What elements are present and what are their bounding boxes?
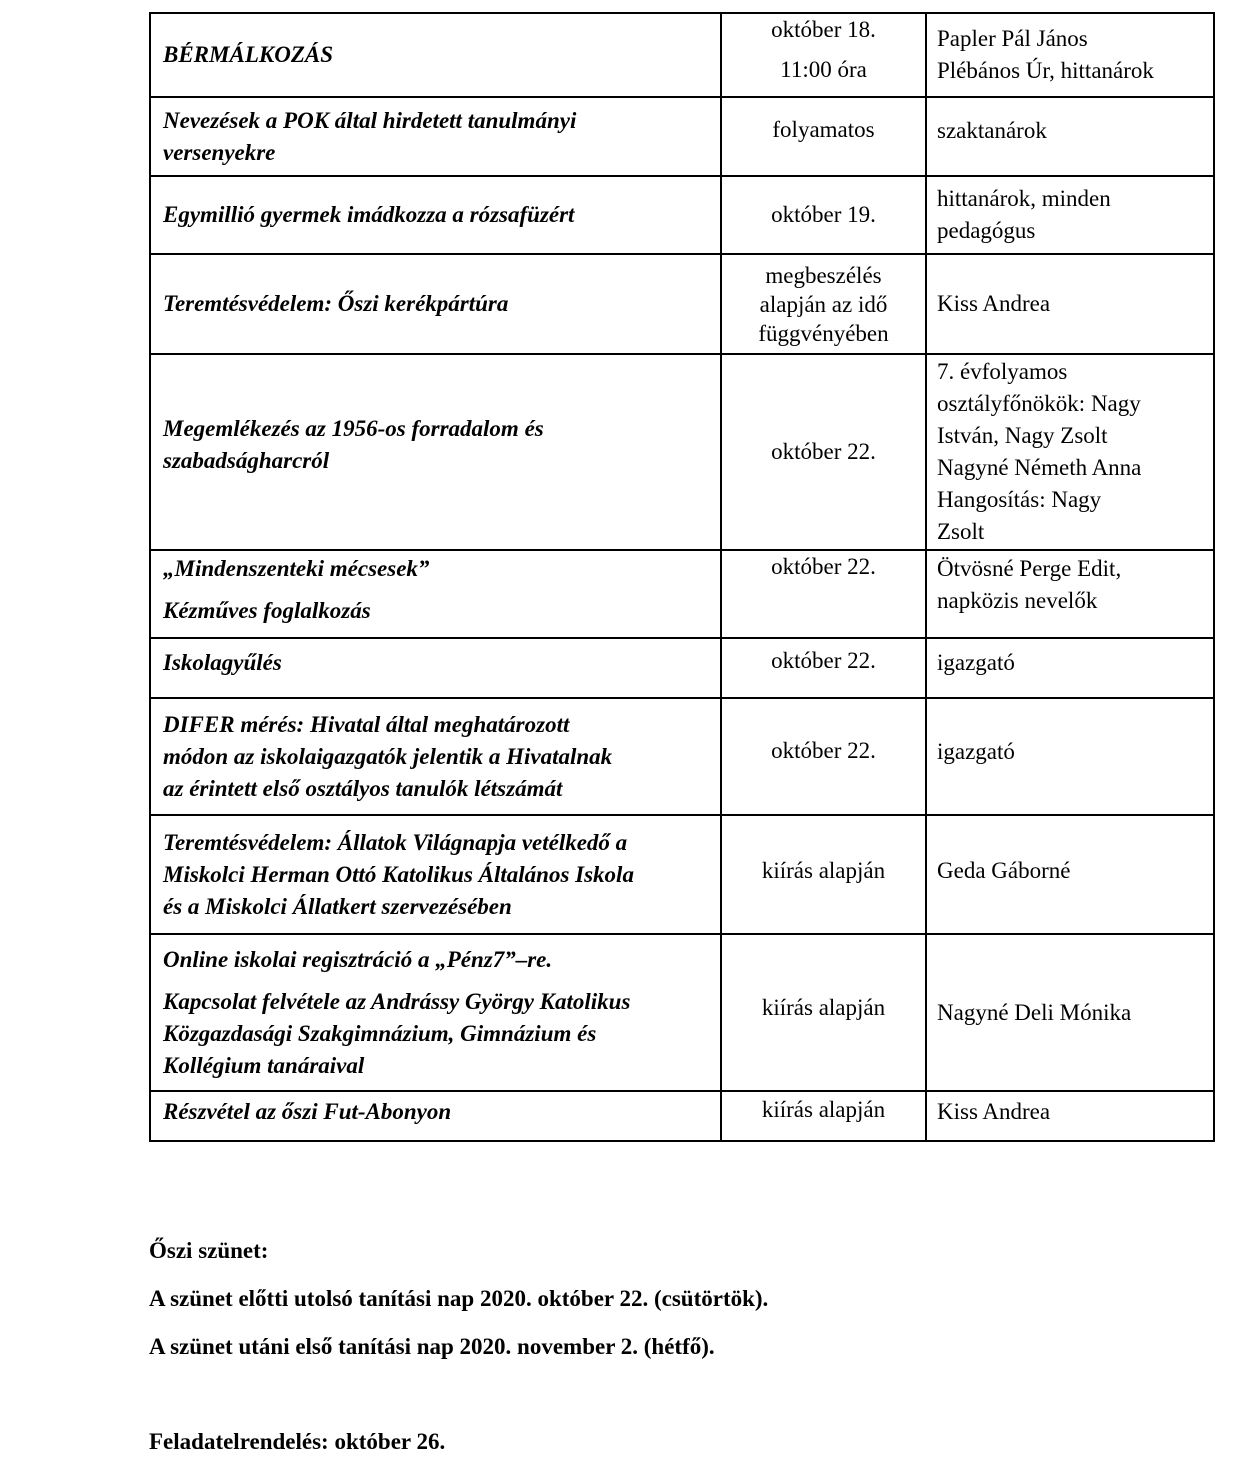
responsible-cell [926,550,1214,638]
first-school-day-note: A szünet utáni első tanítási nap 2020. november 2. (hétfő). [149,1334,715,1359]
table-row [150,1091,1214,1141]
responsible-text: hittanárok, minden [937,186,1111,211]
table-row [150,97,1214,176]
table-row [150,815,1214,934]
responsible-text: Papler Pál János [937,26,1088,51]
date-text: október 18. [771,17,876,42]
responsible-cell [926,698,1214,815]
responsible-text: Zsolt [937,519,985,544]
schedule-table-wrapper [149,12,1154,1142]
event-text: Nevezések a POK által hirdetett tanulmányi [163,107,577,133]
date-text: kiírás alapján [761,1097,886,1122]
date-cell [721,13,926,97]
autumn-break-title: Őszi szünet: [149,1238,269,1263]
event-text: Kapcsolat felvétele az Andrássy György Katolikus [163,988,631,1014]
table-row [150,698,1214,815]
event-cell [150,638,721,698]
date-cell [721,97,926,176]
table-row [150,638,1214,698]
date-text: folyamatos [772,116,875,142]
responsible-text: szaktanárok [937,117,1047,143]
event-cell [150,815,721,934]
event-text: BÉRMÁLKOZÁS [163,42,333,67]
date-text: kiírás alapján [761,857,886,883]
assignment-note: Feladatelrendelés: október 26. [149,1429,446,1454]
table-row [150,254,1214,354]
event-text: módon az iskolaigazgatók jelentik a Hivatalnak [163,743,613,769]
date-text: október 22. [771,648,876,673]
event-text: Közgazdasági Szakgimnázium, Gimnázium és [163,1020,597,1046]
responsible-text: Hangosítás: Nagy [937,487,1102,512]
event-cell [150,698,721,815]
responsible-text: Kiss Andrea [937,291,1051,316]
event-text: versenyekre [163,139,276,165]
responsible-cell [926,354,1214,550]
date-text: függvényében [758,320,889,346]
table-row [150,550,1214,638]
responsible-text: igazgató [937,738,1015,764]
event-text: Egymillió gyermek imádkozza a rózsafüzért [163,202,575,227]
responsible-text: Nagyné Deli Mónika [937,999,1132,1025]
responsible-text: osztályfőnökök: Nagy [937,391,1141,416]
date-text: megbeszélés [765,262,882,288]
date-cell [721,638,926,698]
event-text: Iskolagyűlés [163,650,282,675]
event-text: szabadságharcról [163,448,330,473]
event-cell [150,97,721,176]
responsible-cell [926,97,1214,176]
table-row [150,934,1214,1091]
date-cell [721,550,926,638]
event-cell [150,354,721,550]
date-text: október 22. [771,554,876,579]
responsible-cell [926,815,1214,934]
event-cell [150,1091,721,1141]
date-cell [721,698,926,815]
responsible-text: pedagógus [937,218,1036,243]
event-cell [150,254,721,354]
event-text: Kézműves foglalkozás [163,598,371,623]
event-text: Kollégium tanáraival [163,1052,365,1078]
responsible-text: Plébános Úr, hittanárok [937,58,1154,83]
responsible-text: napközis nevelők [937,588,1098,613]
responsible-cell [926,934,1214,1091]
table-row [150,176,1214,254]
date-text: 11:00 óra [780,57,867,82]
table-row [150,13,1214,97]
responsible-text: 7. évfolyamos [937,359,1068,384]
responsible-cell [926,254,1214,354]
responsible-text: Ötvösné Perge Edit, [937,556,1122,581]
date-text: október 22. [771,439,876,464]
event-text: Online iskolai regisztráció a „Pénz7”–re. [163,946,553,972]
date-cell [721,176,926,254]
date-text: október 19. [771,202,876,227]
event-text: Megemlékezés az 1956-os forradalom és [163,416,544,441]
responsible-text: Kiss Andrea [937,1099,1051,1124]
responsible-cell [926,176,1214,254]
event-cell [150,13,721,97]
responsible-cell [926,1091,1214,1141]
event-text: Miskolci Herman Ottó Katolikus Általános Iskola [163,861,634,887]
schedule-table [149,12,1215,1142]
responsible-text: Geda Gáborné [937,857,1071,883]
date-text: kiírás alapján [761,994,886,1020]
event-text: és a Miskolci Állatkert szervezésében [163,893,512,919]
event-cell [150,550,721,638]
responsible-text: István, Nagy Zsolt [937,423,1108,448]
date-cell [721,354,926,550]
event-text: Részvétel az őszi Fut-Abonyon [163,1099,452,1124]
event-text: „Mindenszenteki mécsesek” [163,556,430,581]
event-cell [150,934,721,1091]
table-row [150,354,1214,550]
event-text: Teremtésvédelem: Őszi kerékpártúra [163,291,509,316]
date-cell [721,934,926,1091]
event-text: DIFER mérés: Hivatal által meghatározott [163,711,570,737]
date-cell [721,815,926,934]
last-school-day-note: A szünet előtti utolsó tanítási nap 2020. október 22. (csütörtök). [149,1286,769,1311]
date-text: alapján az idő [759,291,888,317]
responsible-cell [926,13,1214,97]
event-text: az érintett első osztályos tanulók létszámát [163,775,563,801]
date-cell [721,1091,926,1141]
event-text: Teremtésvédelem: Állatok Világnapja vetélkedő a [163,829,628,855]
responsible-cell [926,638,1214,698]
date-cell [721,254,926,354]
event-cell [150,176,721,254]
date-text: október 22. [771,737,876,763]
responsible-text: Nagyné Németh Anna [937,455,1142,480]
responsible-text: igazgató [937,650,1015,675]
